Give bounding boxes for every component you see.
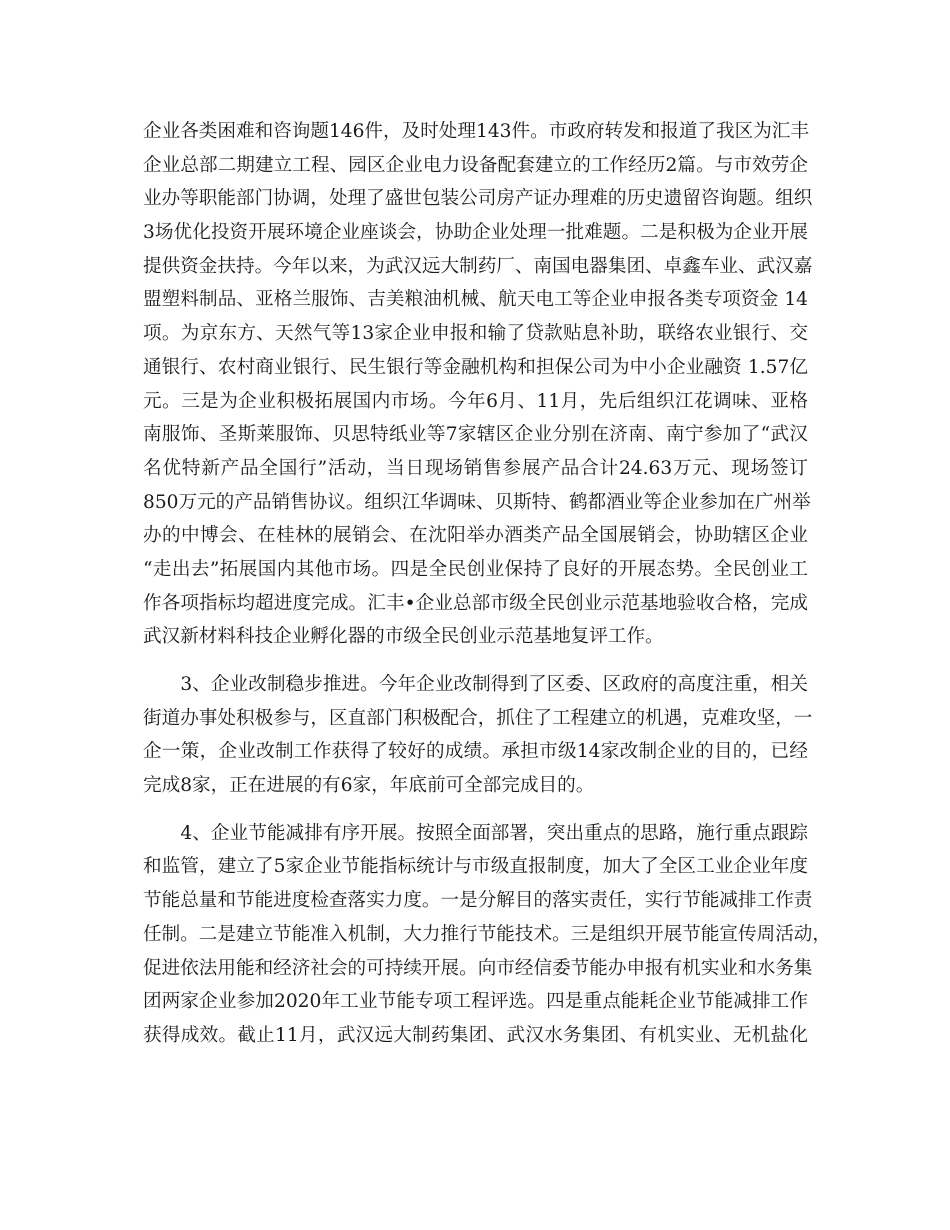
text-line: 3场优化投资开展环境企业座谈会，协助企业处理一批难题。二是积极为企业开展 — [143, 222, 808, 244]
text-line: 850万元的产品销售协议。组织江华调味、贝斯特、鹤都酒业等企业参加在广州举 — [143, 491, 811, 513]
text-line: 企业各类困难和咨询题146件，及时处理143件。市政府转发和报道了我区为汇丰 — [143, 121, 809, 142]
text-line: 任制。二是建立节能准入机制，大力推行节能技术。三是组织开展节能宣传周活动， — [143, 923, 831, 945]
paragraph-2 — [143, 668, 813, 803]
text-line: 名优特新产品全国行”活动，当日现场销售参展产品合计24.63万元、现场签订 — [143, 457, 808, 479]
text-line: 企一策，企业改制工作获得了较好的成绩。承担市级14家改制企业的目的，已经 — [143, 741, 808, 763]
text-line: 节能总量和节能进度检查落实力度。一是分解目的落实责任，实行节能减排工作责 — [143, 890, 813, 912]
text-line: 团两家企业参加2020年工业节能专项工程评选。四是重点能耗企业节能减排工作 — [143, 991, 808, 1013]
text-line: 元。三是为企业积极拓展国内市场。今年6月、11月，先后组织江花调味、亚格 — [143, 390, 808, 412]
text-line: 和监管，建立了5家企业节能指标统计与市级直报制度，加大了全区工业企业年度 — [143, 856, 808, 878]
text-line: 项。为京东方、天然气等13家企业申报和输了贷款贴息补助，联络农业银行、交 — [143, 323, 808, 345]
text-line: 作各项指标均超进度完成。汇丰•企业总部市级全民创业示范基地验收合格，完成 — [143, 592, 808, 614]
text-line: 获得成效。截止11月，武汉远大制药集团、武汉水务集团、有机实业、无机盐化 — [143, 1024, 808, 1046]
paragraph-1 — [143, 115, 813, 654]
text-line: “走出去”拓展国内其他市场。四是全民创业保持了良好的开展态势。全民创业工 — [143, 558, 808, 580]
text-line: 3、企业改制稳步推进。今年企业改制得到了区委、区政府的高度注重，相关 — [143, 674, 808, 695]
text-line: 4、企业节能减排有序开展。按照全面部署，突出重点的思路，施行重点跟踪 — [143, 822, 808, 844]
text-line: 盟塑料制品、亚格兰服饰、吉美粮油机械、航天电工等企业申报各类专项资金 14 — [143, 289, 808, 311]
text-line: 武汉新材料科技企业孵化器的市级全民创业示范基地复评工作。 — [143, 626, 664, 648]
paragraph-gap — [143, 803, 808, 817]
text-line: 业办等职能部门协调，处理了盛世包装公司房产证办理难的历史遗留咨询题。组织 — [143, 188, 813, 210]
text-line: 南服饰、圣斯莱服饰、贝思特纸业等7家辖区企业分别在济南、南宁参加了“武汉 — [143, 424, 808, 446]
paragraph-3 — [143, 817, 831, 1053]
text-line: 企业总部二期建立工程、园区企业电力设备配套建立的工作经历2篇。与市效劳企 — [143, 154, 808, 176]
text-line: 促进依法用能和经济社会的可持续开展。向市经信委节能办申报有机实业和水务集 — [143, 957, 813, 979]
text-line: 完成8家，正在进展的有6家，年底前可全部完成目的。 — [143, 775, 595, 797]
paragraph-gap — [143, 654, 808, 668]
text-line: 提供资金扶持。今年以来，为武汉远大制药厂、南国电器集团、卓鑫车业、武汉嘉 — [143, 255, 813, 277]
text-line: 办的中博会、在桂林的展销会、在沈阳举办酒类产品全国展销会，协助辖区企业 — [143, 525, 808, 547]
document-page — [143, 115, 831, 1053]
text-line: 街道办事处积极参与，区直部门积极配合，抓住了工程建立的机遇，克难攻坚，一 — [143, 707, 813, 729]
text-line: 通银行、农村商业银行、民生银行等金融机构和担保公司为中小企业融资 1.57亿 — [143, 356, 808, 378]
